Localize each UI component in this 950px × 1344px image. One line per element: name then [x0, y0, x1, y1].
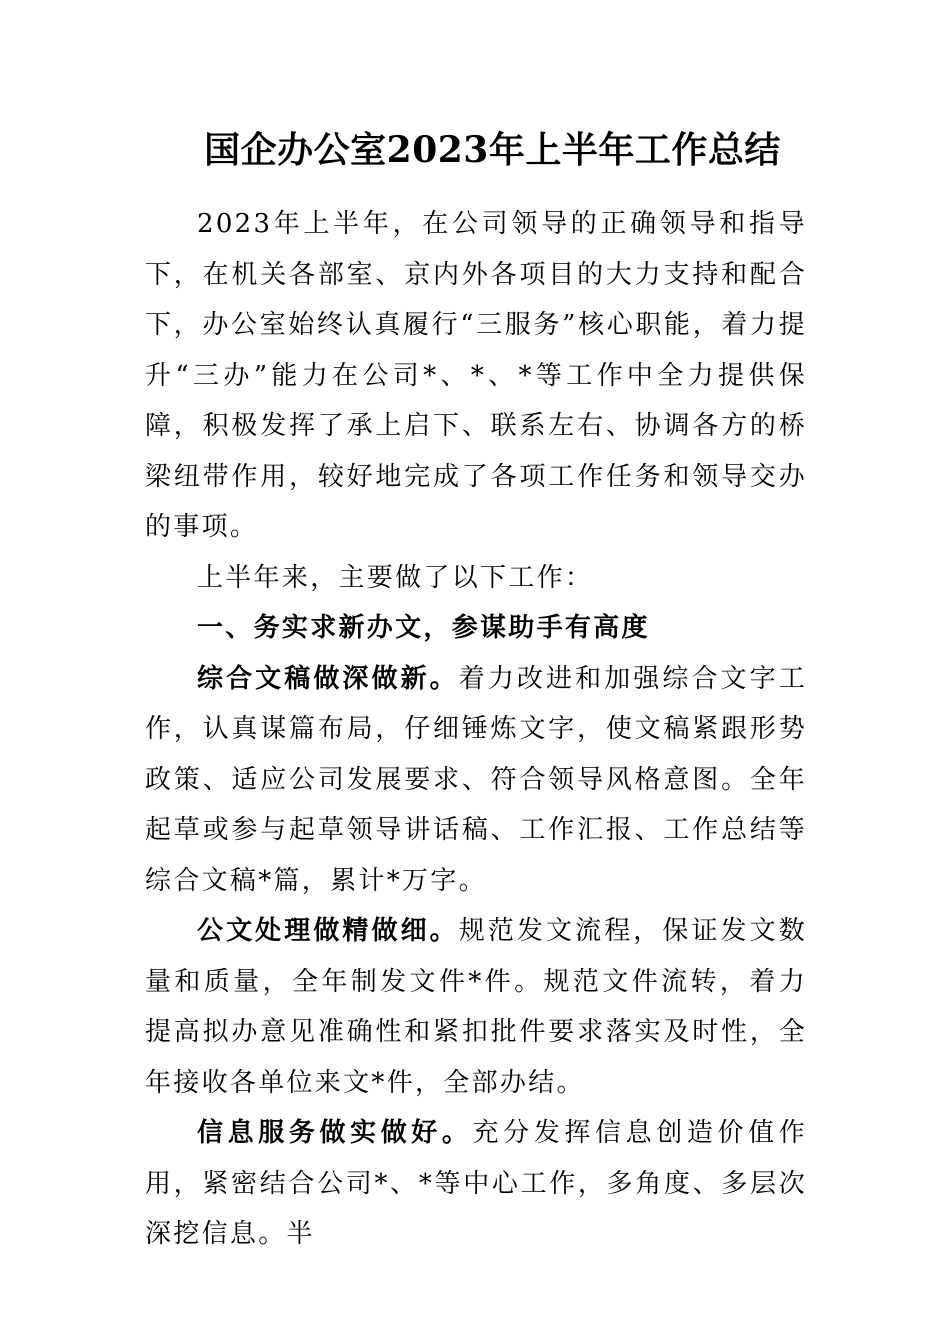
- body-paragraph: [145, 654, 807, 907]
- paragraph-text: 上半年来，主要做了以下工作：: [197, 562, 594, 593]
- body-paragraph: [145, 1108, 807, 1260]
- paragraph-text: 着力改进和加强综合文字工作，认真谋篇布局，仔细锤炼文字，使文稿紧跟形势政策、适应公司发展要求、符合领导风格意图。全年起草或参与起草领导讲话稿、工作汇报、工作总结等综合文稿*篇，累计*万字。: [145, 663, 807, 896]
- document-title: 国企办公室2023年上半年工作总结: [204, 129, 781, 171]
- paragraph-text: 充分发挥信息创造价值作用，紧密结合公司*、*等中心工作，多角度、多层次深挖信息。半: [145, 1118, 807, 1249]
- intro-paragraph: [145, 199, 807, 553]
- paragraph-text: 规范发文流程，保证发文数量和质量，全年制发文件*件。规范文件流转，着力提高拟办意见准确性和紧扣批件要求落实及时性，全年接收各单位来文*件，全部办结。: [145, 916, 807, 1098]
- paragraph-lead: 公文处理做精做细。: [197, 916, 459, 946]
- summary-lead-paragraph: [145, 553, 807, 604]
- paragraph-lead: 信息服务做实做好。: [197, 1118, 473, 1148]
- paragraph-text: 2023年上半年，在公司领导的正确领导和指导下，在机关各部室、京内外各项目的大力支持和配合下，办公室始终认真履行“三服务”核心职能，着力提升“三办”能力在公司*、*、*等工作中全力提供保障，积极发挥了承上启下、联系左右、协调各方的桥梁纽带作用，较好地完成了各项工作任务和领导交办的事项。: [145, 209, 807, 542]
- paragraph-lead: 综合文稿做深做新。: [197, 663, 459, 694]
- document-body: [145, 199, 807, 1260]
- body-paragraph: [145, 906, 807, 1108]
- section-heading: [145, 603, 807, 654]
- section-heading-text: 一、务实求新办文，参谋助手有高度: [197, 613, 650, 643]
